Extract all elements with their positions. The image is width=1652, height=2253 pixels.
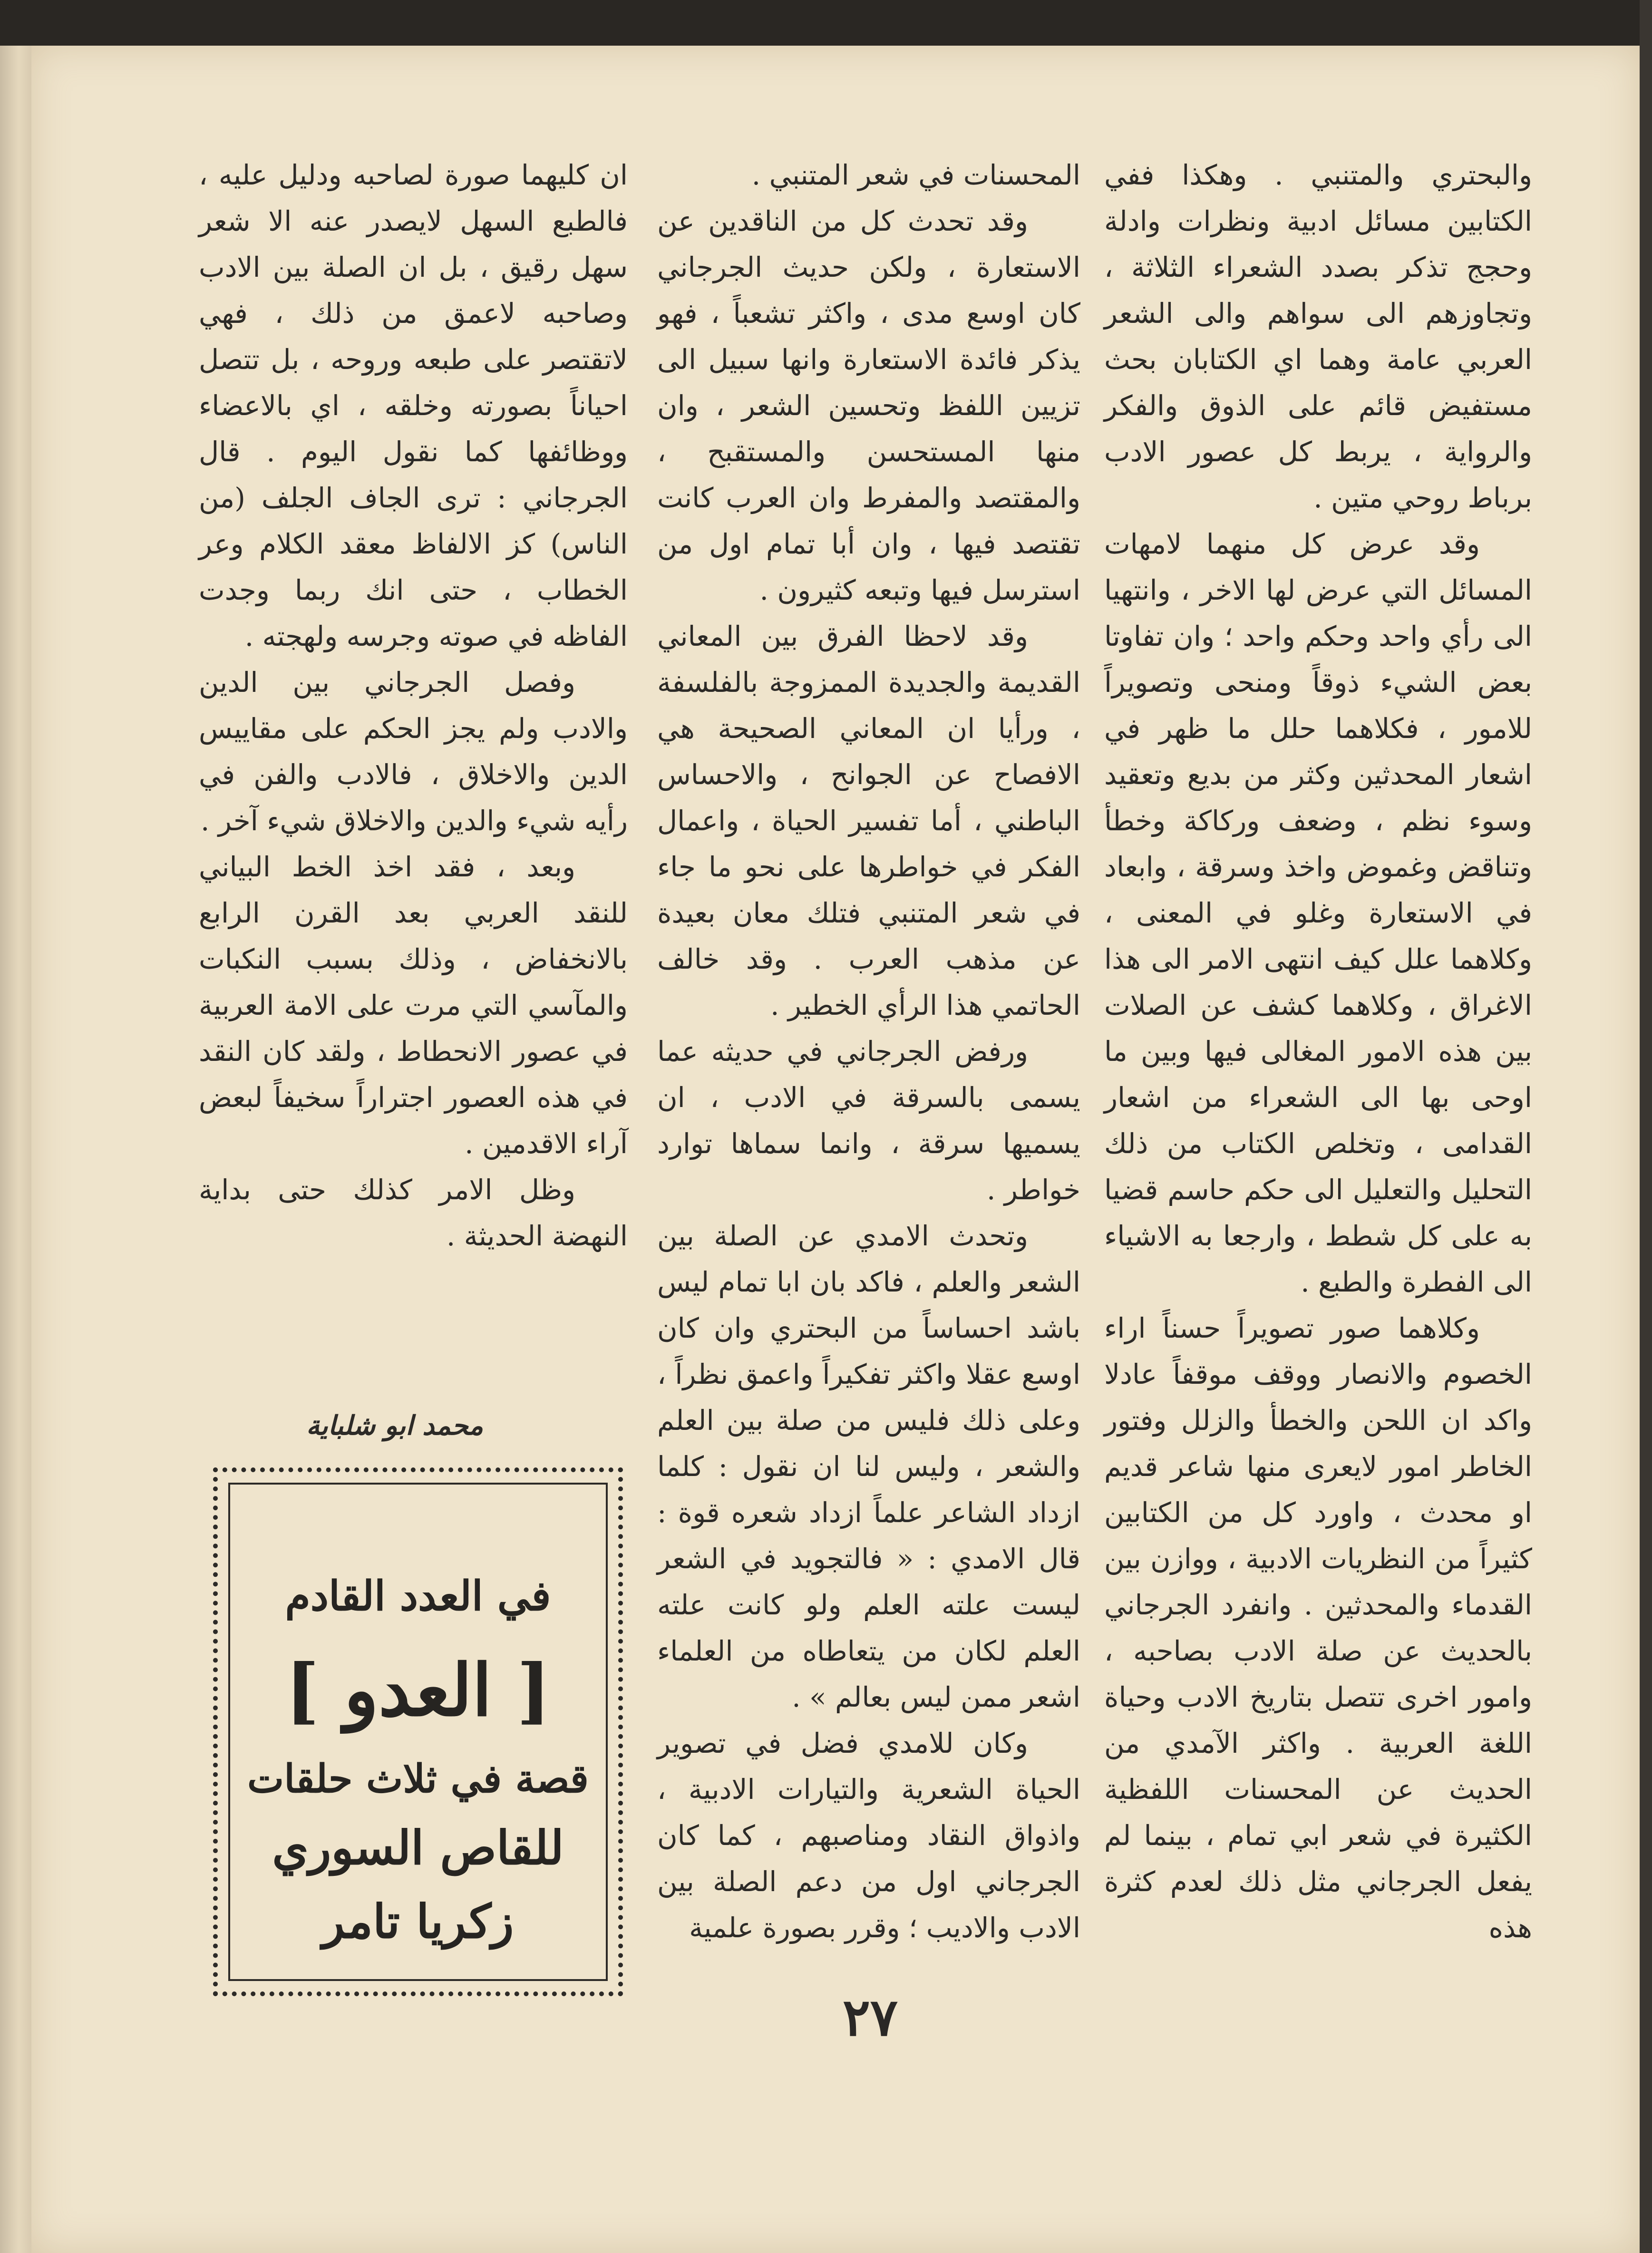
paragraph: وكلاهما صور تصويراً حسناً اراء الخصوم والانصار ووقف موقفاً عادلا واكد ان اللحن والخطأ والزلل وفتور الخاطر امور لايعرى منها شاعر قديم او محدث ، واورد كل من الكتابين كثيراً من النظريات الادبية ، ووازن بين القدماء والمحدثين . وانفرد الجرجاني بالحديث عن صلة الادب بصاحبه ، وامور اخرى تتصل بتاريخ الادب وحياة اللغة العربية . واكثر الآمدي من الحديث عن المحسنات اللفظية الكثيرة في شعر ابي تمام ، بينما لم يفعل الجرجاني مثل ذلك لعدم كثرة هذه xyxy=(1104,1312,1532,1944)
paragraph: والبحتري والمتنبي . وهكذا ففي الكتابين مسائل ادبية ونظرات وادلة وحجج تذكر بصدد الشعراء الثلاثة ، وتجاوزهم الى سواهم والى الشعر العربي عامة وهما اي الكتابان بحث مستفيض قائم على الذوق والفكر والرواية ، يربط كل عصور الادب برباط روحي متين . xyxy=(1104,159,1532,514)
article-column-right xyxy=(1104,152,1532,1959)
page-edge-shadow xyxy=(1640,0,1652,2253)
announcement-heading: في العدد القادم xyxy=(285,1572,551,1620)
paragraph: ورفض الجرجاني في حديثه عما يسمى بالسرقة في الادب ، ان يسميها سرقة ، وانما سماها توارد خواطر . xyxy=(657,1035,1080,1206)
announcement-author-line: للقاص السوري xyxy=(272,1821,564,1875)
announcement-story-title: [ العدو ] xyxy=(285,1649,551,1732)
paragraph: وقد لاحظا الفرق بين المعاني القديمة والجديدة الممزوجة بالفلسفة ، ورأيا ان المعاني الصحيحة هي الافصاح عن الجوانح ، والاحساس الباطني ، أما تفسير الحياة ، واعمال الفكر في خواطرها على نحو ما جاء في شعر المتنبي فتلك معان بعيدة عن مذهب العرب . وقد خالف الحاتمي هذا الرأي الخطير . xyxy=(657,620,1080,1021)
next-issue-announcement xyxy=(213,1467,623,1996)
paragraph: وقد تحدث كل من الناقدين عن الاستعارة ، ولكن حديث الجرجاني كان اوسع مدى ، واكثر تشعباً ، فهو يذكر فائدة الاستعارة وانها سبيل الى تزيين اللفظ وتحسين الشعر ، وان منها المستحسن والمستقبح ، والمقتصد والمفرط وان العرب كانت تقتصد فيها ، وان أبا تمام اول من استرسل فيها وتبعه كثيرون . xyxy=(657,205,1080,606)
article-column-left xyxy=(199,152,628,1408)
paragraph: المحسنات في شعر المتنبي . xyxy=(751,159,1080,191)
paragraph: وظل الامر كذلك حتى بداية النهضة الحديثة . xyxy=(199,1174,628,1252)
announcement-author-name: زكريا تامر xyxy=(322,1894,514,1949)
page-number: ٢٧ xyxy=(842,1988,898,2048)
paragraph: وكان للامدي فضل في تصوير الحياة الشعرية والتيارات الادبية ، واذواق النقاد ومناصبهم ، كما كان الجرجاني اول من دعم الصلة بين الادب والاديب ؛ وقرر بصورة علمية xyxy=(657,1727,1080,1944)
paragraph: ان كليهما صورة لصاحبه ودليل عليه ، فالطبع السهل لايصدر عنه الا شعر سهل رقيق ، بل ان الصلة بين الادب وصاحبه لاعمق من ذلك ، فهي لاتقتصر على طبعه وروحه ، بل تتصل احياناً بصورته وخلقه ، اي بالاعضاء ووظائفها كما نقول اليوم . قال الجرجاني : ترى الجاف الجلف (من الناس) كز الالفاظ معقد الكلام وعر الخطاب ، حتى انك ربما وجدت الفاظه في صوته وجرسه ولهجته . xyxy=(199,159,628,652)
paragraph: وتحدث الامدي عن الصلة بين الشعر والعلم ، فاكد بان ابا تمام ليس باشد احساساً من البحتري وان كان اوسع عقلا واكثر تفكيراً واعمق نظراً ، وعلى ذلك فليس من صلة بين العلم والشعر ، وليس لنا ان نقول : كلما ازداد الشاعر علماً ازداد شعره قوة : قال الامدي : « فالتجويد في الشعر ليست علته العلم ولو كانت علته العلم لكان من يتعاطاه من العلماء اشعر ممن ليس بعالم » . xyxy=(657,1220,1080,1713)
paragraph: وفصل الجرجاني بين الدين والادب ولم يجز الحكم على مقاييس الدين والاخلاق ، فالادب والفن في رأيه شيء والدين والاخلاق شيء آخر . xyxy=(199,666,628,837)
paragraph: وقد عرض كل منهما لامهات المسائل التي عرض لها الاخر ، وانتهيا الى رأي واحد وحكم واحد ؛ وان تفاوتا بعض الشيء ذوقاً ومنحى وتصويراً للامور ، فكلاهما حلل ما ظهر في اشعار المحدثين وكثر من بديع وتعقيد وسوء نظم ، وضعف وركاكة وخطأ وتناقض وغموض واخذ وسرقة ، وابعاد في الاستعارة وغلو في المعنى ، وكلاهما علل كيف انتهى الامر الى هذا الاغراق ، وكلاهما كشف عن الصلات بين هذه الامور المغالى فيها وبين ما اوحى بها الى الشعراء من اشعار القدامى ، وتخلص الكتاب من ذلك التحليل والتعليل الى حكم حاسم قضيا به على كل شطط ، وارجعا به الاشياء الى الفطرة والطبع . xyxy=(1104,528,1532,1298)
author-signature: محمد ابو شلباية xyxy=(306,1410,483,1441)
binding-spine xyxy=(0,46,31,2253)
article-column-middle xyxy=(657,152,1080,1959)
paragraph: وبعد ، فقد اخذ الخط البياني للنقد العربي بعد القرن الرابع بالانخفاض ، وذلك بسبب النكبات والمآسي التي مرت على الامة العربية في عصور الانحطاط ، ولقد كان النقد في هذه العصور اجتراراً سخيفاً لبعض آراء الاقدمين . xyxy=(199,851,628,1160)
announcement-description: قصة في ثلاث حلقات xyxy=(247,1756,589,1802)
